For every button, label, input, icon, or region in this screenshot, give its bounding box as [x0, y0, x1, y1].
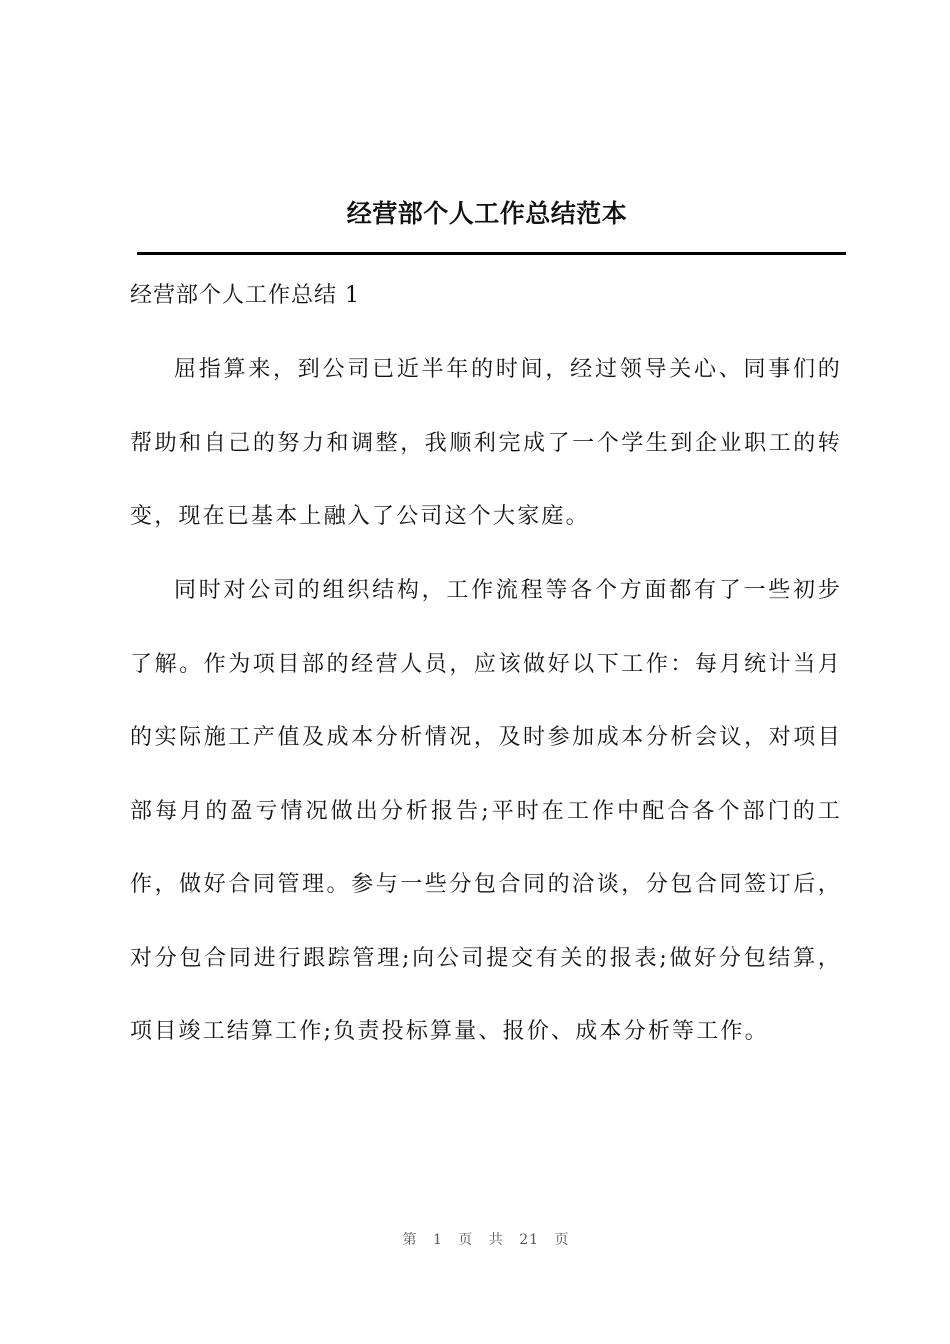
section-heading: 经营部个人工作总结 1 — [130, 283, 360, 308]
title-divider — [137, 252, 846, 255]
document-title: 经营部个人工作总结范本 — [346, 199, 628, 228]
body-paragraph: 同时对公司的组织结构，工作流程等各个方面都有了一些初步了解。作为项目部的经营人员，应该做好以下工作：每月统计当月的实际施工产值及成本分析情况，及时参加成本分析会议，对项目部每月的盈亏情况做出分析报告;平时在工作中配合各个部门的工作，做好合同管理。参与一些分包合同的洽谈，分包合同签订后，对分包合同进行跟踪管理;向公司提交有关的报表;做好分包结算，项目竣工结算工作;负责投标算量、报价、成本分析等工作。 — [130, 578, 842, 1044]
page-number-footer: 第 1 页 共 21 页 — [402, 1232, 570, 1248]
body-paragraph: 屈指算来，到公司已近半年的时间，经过领导关心、同事们的帮助和自己的努力和调整，我顺利完成了一个学生到企业职工的转变，现在已基本上融入了公司这个大家庭。 — [130, 357, 842, 529]
